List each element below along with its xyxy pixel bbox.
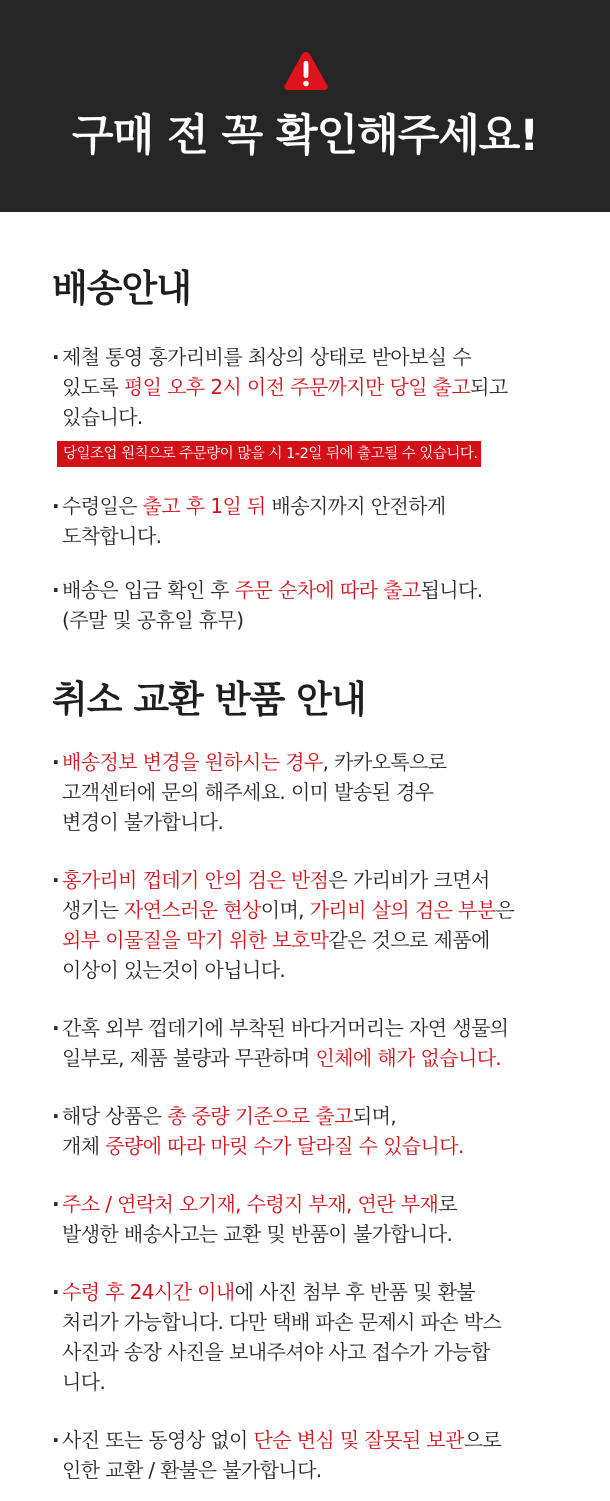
body-text: 발생한 배송사고는 교환 및 반품이 불가합니다. [62,1222,453,1246]
text-line [62,575,572,605]
body-text: 되고 [470,375,508,399]
bullet-dot: · [52,1192,59,1216]
bullet-dot: · [52,1428,59,1452]
page-title: 구매 전 꼭 확인해주세요! [72,111,538,161]
body-text: 일부로, 제품 불량과 무관하며 [62,1046,316,1070]
body-text: 으로 [463,1428,502,1452]
highlight-text: 출고 후 1일 뒤 [142,494,266,518]
body-text: 배송지까지 안전하게 [265,494,446,518]
text-line [62,491,572,521]
text-line [62,895,572,925]
body-text: 처리가 가능합니다. 다만 택배 파손 문제시 파손 박스 [62,1310,502,1334]
text-line [62,1307,572,1337]
shipping-section-title: 배송안내 [52,267,191,310]
bullet-dot: · [52,1016,59,1040]
body-text: 수령일은 [62,494,143,518]
text-line [62,1337,572,1367]
body-text: 은 가리비가 크면서 [328,868,490,892]
text-line [62,1013,572,1043]
warning-triangle-icon [283,50,329,92]
highlight-text: 총 중량 기준으로 출고 [167,1104,353,1128]
text-line [62,1425,572,1455]
list-item [52,575,572,635]
highlight-text: 단순 변심 및 잘못된 보관 [253,1428,464,1452]
list-item [52,1189,572,1249]
body-text: , 카카오톡으로 [322,750,447,774]
body-text: 있도록 [62,375,124,399]
text-line [62,402,572,432]
text-line [62,865,572,895]
body-text: 도착합니다. [62,524,162,548]
shipping-section [52,212,610,635]
body-text: 제철 통영 홍가리비를 최상의 상태로 받아보실 수 [62,345,471,369]
highlight-text: 홍가리비 껍데기 안의 검은 반점 [62,868,329,892]
text-line [62,372,572,402]
list-item [52,1101,572,1161]
text-line [62,521,572,551]
list-item [52,342,572,432]
body-text: 은 [495,898,515,922]
body-text: 사진 또는 동영상 없이 [62,1428,254,1452]
text-line [62,1131,572,1161]
body-text: 변경이 불가합니다. [62,810,224,834]
body-text: 에 사진 첨부 후 반품 및 환불 [234,1280,476,1304]
bullet-dot: · [52,494,59,518]
bullet-dot: · [52,578,59,602]
cancel-section-title: 취소 교환 반품 안내 [52,678,366,721]
header-banner [0,0,610,212]
body-text: 해당 상품은 [62,1104,168,1128]
highlight-text: 외부 이물질을 막기 위한 보호막 [62,928,329,952]
cancel-list [52,747,610,1485]
list-item [52,1425,572,1485]
highlight-text: 수령 후 24시간 이내 [62,1280,235,1304]
text-line [62,1101,572,1131]
body-text: 이상이 있는것이 아닙니다. [62,958,286,982]
list-item [52,747,572,837]
highlight-text: 평일 오후 2시 이전 주문까지만 당일 출고 [123,375,471,399]
body-text: 간혹 외부 껍데기에 부착된 바다거머리는 자연 생물의 [62,1016,509,1040]
body-text: 인한 교환 / 환불은 불가합니다. [62,1458,322,1482]
body-text: 고객센터에 문의 해주세요. 이미 발송된 경우 [62,780,434,804]
body-text: 됩니다. [420,578,483,602]
shipping-list [52,342,610,635]
body-text: 로 [438,1192,457,1216]
text-line [62,777,572,807]
list-item [52,1013,572,1073]
body-text: 개체 [62,1134,106,1158]
body-text: 되며, [352,1104,397,1128]
notice-box: 당일조업 원칙으로 주문량이 많을 시 1-2일 뒤에 출고될 수 있습니다. [57,441,481,467]
highlight-text: 중량에 따라 마릿 수가 달라질 수 있습니다. [105,1134,464,1158]
bullet-dot: · [52,868,59,892]
bullet-dot: · [52,1104,59,1128]
bullet-dot: · [52,1280,59,1304]
body-text: 있습니다. [62,405,143,429]
highlight-text: 인체에 해가 없습니다. [315,1046,502,1070]
highlight-text: 주소 / 연락처 오기재, 수령지 부재, 연란 부재 [62,1192,439,1216]
list-item [52,865,572,985]
body-text: 같은 것으로 제품에 [328,928,490,952]
list-item [52,491,572,551]
bullet-dot: · [52,750,59,774]
text-line [62,1219,572,1249]
body-text: 배송은 입금 확인 후 [62,578,235,602]
content-area [0,212,610,1485]
text-line [62,747,572,777]
highlight-text: 자연스러운 현상 [123,898,261,922]
list-item [52,1277,572,1397]
body-text: 이며, [260,898,310,922]
body-text: 생기는 [62,898,124,922]
body-text: (주말 및 공휴일 휴무) [62,608,244,632]
body-text: 사진과 송장 사진을 보내주셔야 사고 접수가 가능합 [62,1340,490,1364]
highlight-text: 주문 순차에 따라 출고 [234,578,421,602]
text-line [62,807,572,837]
text-line [62,342,572,372]
text-line [62,925,572,955]
bullet-dot: · [52,345,59,369]
text-line [62,955,572,985]
notice-box-row [45,441,610,467]
text-line [62,605,572,635]
highlight-text: 배송정보 변경을 원하시는 경우 [62,750,323,774]
text-line [62,1277,572,1307]
body-text: 니다. [62,1370,106,1394]
cancel-section [52,635,610,1485]
text-line [62,1455,572,1485]
highlight-text: 가리비 살의 검은 부분 [309,898,496,922]
text-line [62,1367,572,1397]
text-line [62,1189,572,1219]
text-line [62,1043,572,1073]
